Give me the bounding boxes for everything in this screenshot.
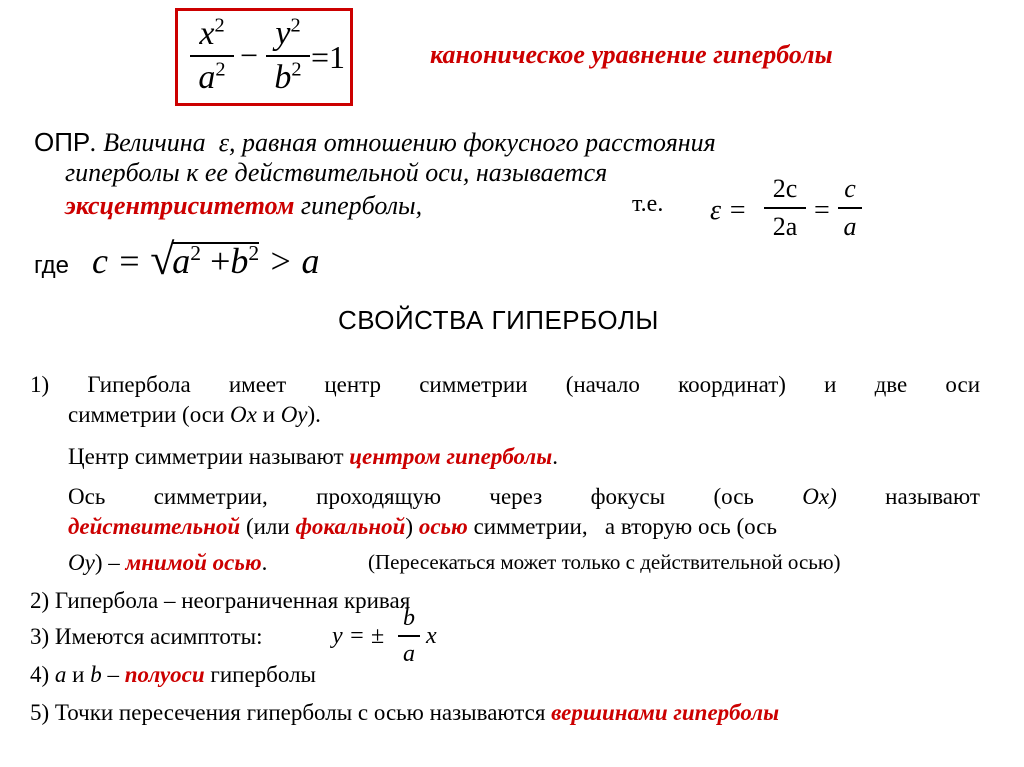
word: Ось	[68, 484, 106, 509]
property-1-real-axis-line	[68, 513, 777, 541]
imaginary-axis-term: мнимой осью	[125, 550, 262, 575]
property-1-line-2	[68, 401, 321, 429]
semi-axis-b: b	[90, 662, 102, 687]
property-1-center	[68, 443, 558, 471]
numerator-y: y	[275, 15, 291, 52]
fraction-y2-b2	[266, 14, 310, 96]
numerator: c	[844, 174, 856, 203]
text: и	[66, 662, 91, 687]
eccentricity-formula	[710, 175, 870, 245]
center-term: центром гиперболы	[349, 444, 553, 469]
focal-distance-formula	[92, 235, 320, 284]
text: .	[552, 444, 558, 469]
text: симметрии, а вторую ось (ось	[467, 514, 777, 539]
numerator: 2c	[772, 174, 798, 203]
vertices-term: вершинами гиперболы	[551, 700, 780, 725]
asymptote-lhs: y = ±	[332, 623, 385, 649]
exponent: 2	[248, 241, 260, 265]
exponent: 2	[214, 14, 225, 37]
text: ).	[307, 402, 321, 427]
fraction-2c-2a	[764, 175, 806, 241]
word: оси	[945, 372, 980, 397]
text: .	[261, 550, 268, 575]
denominator: a	[403, 641, 415, 667]
semi-axis-a: a	[54, 662, 67, 687]
intersection-note: (Пересекаться может только с действительной осью)	[368, 550, 841, 574]
equals-one: =1	[311, 39, 346, 75]
property-2: 2) Гипербола – неограниченная кривая	[30, 588, 411, 613]
plus-sign: +	[210, 241, 231, 281]
axis-oy: Oy	[68, 550, 95, 575]
fraction-b-a	[398, 605, 420, 667]
focal-term: фокальной	[295, 514, 406, 539]
exponent: 2	[190, 241, 202, 265]
definition-label: ОПР	[34, 127, 91, 157]
word: называют	[885, 484, 980, 509]
equals-sign: =	[814, 195, 830, 226]
definition-text: , равная отношению фокусного расстояния	[228, 128, 716, 157]
radical-sign-icon: √	[150, 235, 175, 284]
word: (ось	[713, 484, 754, 509]
epsilon-symbol: ε	[218, 128, 229, 157]
axis-term: осью	[418, 514, 468, 539]
word: (начало	[565, 372, 640, 397]
greater-than-a: > a	[268, 241, 320, 281]
text: (или	[240, 514, 296, 539]
word: через	[489, 484, 543, 509]
word: проходящую	[316, 484, 442, 509]
epsilon-lhs: ε =	[710, 195, 747, 226]
word: 1)	[30, 372, 50, 397]
where-label: где	[34, 252, 70, 279]
denominator: 2a	[772, 212, 798, 241]
property-1-line-1	[30, 371, 980, 399]
numerator: b	[403, 605, 415, 631]
exponent: 2	[291, 58, 302, 81]
text: 5) Точки пересечения гиперболы с осью называются	[30, 700, 552, 725]
text: –	[101, 662, 125, 687]
text: ) –	[94, 550, 126, 575]
text: гиперболы	[204, 662, 317, 687]
exponent: 2	[290, 14, 301, 37]
eccentricity-term: эксцентриситетом	[65, 191, 295, 220]
te-label: т.е.	[632, 191, 664, 217]
text: и	[256, 402, 281, 427]
properties-heading: СВОЙСТВА ГИПЕРБОЛЫ	[338, 305, 659, 335]
property-1-axis-line	[68, 483, 980, 511]
c-equals: c =	[92, 241, 142, 281]
word: симметрии	[419, 372, 528, 397]
definition-line-1	[34, 127, 716, 158]
definition-text: . Величина	[90, 128, 206, 157]
property-3: 3) Имеются асимптоты:	[30, 624, 263, 649]
word: симметрии,	[153, 484, 268, 509]
property-5	[30, 699, 779, 727]
text: )	[405, 514, 419, 539]
radicand-a: a	[172, 241, 191, 281]
axis-ox: Ox)	[802, 484, 837, 509]
fraction-x2-a2	[190, 14, 234, 96]
word: Гипербола	[87, 372, 191, 397]
text: Центр симметрии называют	[68, 444, 350, 469]
fraction-c-a	[838, 175, 862, 241]
exponent: 2	[215, 58, 226, 81]
square-root	[150, 235, 260, 284]
definition-line-2: гиперболы к ее действительной оси, называется	[65, 158, 608, 187]
property-1-imaginary-axis-line	[68, 549, 267, 577]
word: фокусы	[590, 484, 666, 509]
radicand-b: b	[230, 241, 249, 281]
minus-sign: −	[240, 37, 259, 73]
word: центр	[324, 372, 382, 397]
axis-oy: Oy	[280, 402, 308, 427]
numerator-x: x	[199, 15, 215, 52]
denominator-a: a	[198, 59, 216, 96]
property-4	[30, 661, 316, 689]
word: имеет	[228, 372, 287, 397]
text: 4)	[30, 662, 55, 687]
canonical-formula-box	[175, 8, 353, 106]
canonical-equation-title: каноническое уравнение гиперболы	[430, 40, 833, 69]
axis-ox: Ox	[230, 402, 257, 427]
word: и	[824, 372, 837, 397]
definition-line-3	[65, 191, 422, 221]
text: симметрии (оси	[68, 402, 231, 427]
word: две	[874, 372, 908, 397]
word: координат)	[678, 372, 786, 397]
semi-axes-term: полуоси	[124, 662, 205, 687]
asymptote-formula	[332, 605, 452, 675]
definition-text: гиперболы,	[294, 191, 423, 220]
denominator: a	[843, 212, 857, 241]
denominator-b: b	[274, 59, 292, 96]
real-axis-term: действительной	[68, 514, 241, 539]
variable-x: x	[426, 623, 437, 649]
